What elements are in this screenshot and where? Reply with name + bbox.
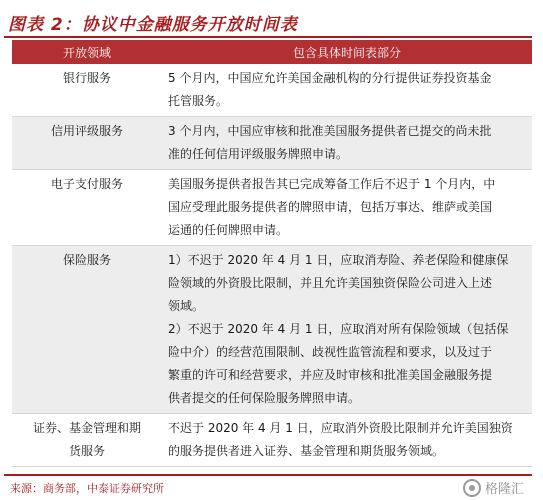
- row-category: 信用评级服务: [12, 117, 162, 170]
- row-detail: 不迟于 2020 年 4 月 1 日，应取消外资股比限制并允许美国独资 的服务提供者进入证券、基金管理和期货服务领域。: [162, 414, 532, 467]
- source-note: 来源：商务部，中泰证券研究所: [10, 482, 164, 495]
- watermark-text: 格隆汇: [484, 482, 524, 497]
- footer: [4, 474, 532, 500]
- schedule-table: [12, 40, 532, 467]
- row-detail: 3 个月内，中国应审核和批准美国服务提供者已提交的尚未批 准的任何信用评级服务牌照申请。: [162, 117, 532, 170]
- row-detail: 1）不迟于 2020 年 4 月 1 日，应取消寿险、养老保险和健康保 险领域的外资股比限制，并且允许美国独资保险公司进入上述 领域。 2）不迟于 2020 年 4 月 1 日，应取消对所有保险领域（包括保 险中介）的经营范围限制、歧视性监管流程和要求，以及过于 繁重的许可和经营要求，并应及时审核和批准美国金融服务提 供者提交的任何保险服务牌照申请。: [162, 246, 532, 414]
- title-bar: [4, 6, 532, 38]
- row-category: 证券、基金管理和期 货服务: [12, 414, 162, 467]
- row-detail: 5 个月内，中国应允许美国金融机构的分行提供证券投资基金 托管服务。: [162, 64, 532, 117]
- row-category: 保险服务: [12, 246, 162, 414]
- row-detail: 美国服务提供者报告其已完成筹备工作后不迟于 1 个月内，中 国应受理此服务提供者的牌照申请，包括万事达、维萨或美国 运通的任何牌照申请。: [162, 170, 532, 246]
- table-row: [12, 414, 532, 467]
- table-row: [12, 117, 532, 170]
- header-sector: 开放领域: [12, 40, 162, 64]
- table-row: [12, 64, 532, 117]
- header-timeline: 包含具体时间表部分: [162, 40, 532, 64]
- table-header-row: [12, 40, 532, 64]
- row-category: 电子支付服务: [12, 170, 162, 246]
- watermark-logo-icon: [463, 479, 481, 497]
- watermark: [463, 478, 524, 497]
- table-row: [12, 246, 532, 414]
- row-category: 银行服务: [12, 64, 162, 117]
- table-row: [12, 170, 532, 246]
- figure-title: 图表 2：协议中金融服务开放时间表: [8, 15, 298, 35]
